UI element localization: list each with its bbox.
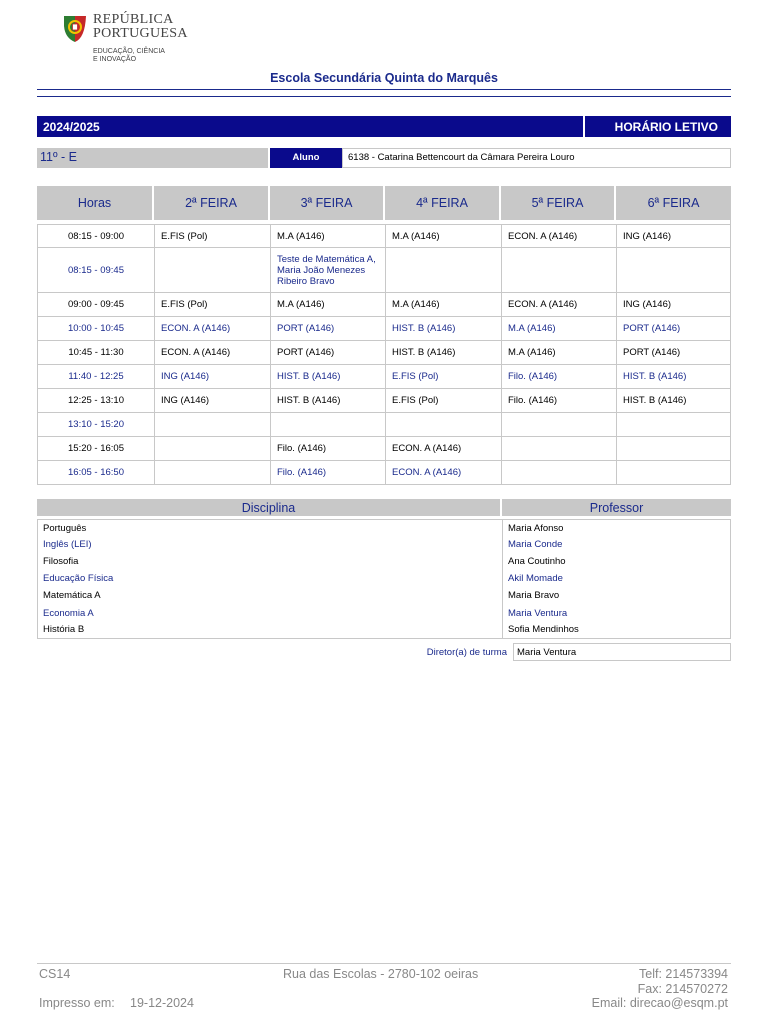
teacher-name: Maria Ventura bbox=[502, 604, 731, 621]
list-item bbox=[37, 553, 731, 570]
lesson-cell bbox=[616, 413, 731, 437]
subject-name: Economia A bbox=[37, 604, 502, 621]
header-thursday: 5ª FEIRA bbox=[501, 186, 616, 220]
lesson-cell: E.FIS (Pol) bbox=[385, 389, 501, 413]
lesson-cell: Filo. (A146) bbox=[501, 365, 616, 389]
lesson-cell bbox=[154, 248, 270, 293]
teacher-name: Sofia Mendinhos bbox=[502, 622, 731, 639]
lesson-cell: HIST. B (A146) bbox=[270, 365, 385, 389]
lesson-cell: M.A (A146) bbox=[270, 224, 385, 248]
lesson-cell: ECON. A (A146) bbox=[501, 293, 616, 317]
logo-ministry-line2: E INOVAÇÃO bbox=[93, 56, 137, 63]
header-subject: Disciplina bbox=[37, 499, 502, 516]
student-value: 6138 - Catarina Bettencourt da Câmara Pereira Louro bbox=[342, 148, 731, 168]
lesson-cell bbox=[616, 248, 731, 293]
student-label: Aluno bbox=[270, 148, 342, 168]
footer-address: Rua das Escolas - 2780-102 oeiras bbox=[283, 967, 479, 981]
lesson-cell bbox=[616, 437, 731, 461]
school-name: Escola Secundária Quinta do Marquês bbox=[270, 71, 498, 85]
lesson-cell: HIST. B (A146) bbox=[616, 389, 731, 413]
class-director-label: Diretor(a) de turma bbox=[426, 647, 507, 658]
logo-text-portuguesa: PORTUGUESA bbox=[93, 26, 188, 41]
table-row bbox=[37, 224, 731, 248]
lesson-cell: HIST. B (A146) bbox=[385, 317, 501, 341]
subject-name: Educação Física bbox=[37, 570, 502, 587]
hour-cell: 10:45 - 11:30 bbox=[37, 341, 154, 365]
teacher-name: Maria Afonso bbox=[502, 519, 731, 536]
footer-phone: Telf: 214573394 bbox=[639, 967, 728, 981]
teacher-name: Akil Momade bbox=[502, 570, 731, 587]
portuguese-republic-emblem-icon bbox=[62, 14, 88, 44]
table-row bbox=[37, 437, 731, 461]
lesson-cell: HIST. B (A146) bbox=[270, 389, 385, 413]
lesson-cell: ECON. A (A146) bbox=[154, 341, 270, 365]
table-row bbox=[37, 389, 731, 413]
table-row bbox=[37, 461, 731, 485]
lesson-cell: E.FIS (Pol) bbox=[154, 224, 270, 248]
lesson-cell: M.A (A146) bbox=[385, 293, 501, 317]
table-row bbox=[37, 365, 731, 389]
lesson-cell: ING (A146) bbox=[616, 293, 731, 317]
lesson-cell bbox=[501, 413, 616, 437]
subject-name: Português bbox=[37, 519, 502, 536]
hour-cell: 16:05 - 16:50 bbox=[37, 461, 154, 485]
hour-cell: 12:25 - 13:10 bbox=[37, 389, 154, 413]
lesson-cell bbox=[154, 461, 270, 485]
republica-portuguesa-logo bbox=[62, 12, 202, 68]
lesson-cell bbox=[385, 413, 501, 437]
lesson-cell bbox=[270, 413, 385, 437]
footer-printed-label: Impresso em: bbox=[39, 996, 115, 1010]
header-wednesday: 4ª FEIRA bbox=[385, 186, 501, 220]
header-divider-top bbox=[37, 89, 731, 90]
teacher-name: Maria Bravo bbox=[502, 587, 731, 604]
lesson-cell: ECON. A (A146) bbox=[154, 317, 270, 341]
class-name: 11º - E bbox=[37, 148, 268, 168]
lesson-cell: ING (A146) bbox=[154, 389, 270, 413]
subject-name: Matemática A bbox=[37, 587, 502, 604]
lesson-cell bbox=[385, 248, 501, 293]
header-divider-bottom bbox=[37, 96, 731, 97]
timetable bbox=[37, 186, 731, 485]
test-cell: Teste de Matemática A, Maria João Menezes Ribeiro Bravo bbox=[270, 248, 385, 293]
lesson-cell: Filo. (A146) bbox=[270, 461, 385, 485]
header-teacher: Professor bbox=[502, 499, 731, 516]
lesson-cell bbox=[154, 413, 270, 437]
lesson-cell: Filo. (A146) bbox=[270, 437, 385, 461]
lesson-cell: ECON. A (A146) bbox=[501, 224, 616, 248]
lesson-cell: ING (A146) bbox=[154, 365, 270, 389]
header-monday: 2ª FEIRA bbox=[154, 186, 270, 220]
subject-name: História B bbox=[37, 622, 502, 639]
subjects-table bbox=[37, 499, 731, 639]
footer-printed-date: 19-12-2024 bbox=[130, 996, 194, 1010]
lesson-cell: ECON. A (A146) bbox=[385, 461, 501, 485]
table-row bbox=[37, 248, 731, 293]
lesson-cell: E.FIS (Pol) bbox=[154, 293, 270, 317]
lesson-cell: M.A (A146) bbox=[385, 224, 501, 248]
lesson-cell: E.FIS (Pol) bbox=[385, 365, 501, 389]
lesson-cell: HIST. B (A146) bbox=[616, 365, 731, 389]
lesson-cell: Filo. (A146) bbox=[501, 389, 616, 413]
table-row bbox=[37, 341, 731, 365]
hour-cell: 15:20 - 16:05 bbox=[37, 437, 154, 461]
hour-cell: 10:00 - 10:45 bbox=[37, 317, 154, 341]
lesson-cell: ING (A146) bbox=[616, 224, 731, 248]
hour-cell: 09:00 - 09:45 bbox=[37, 293, 154, 317]
hour-cell: 11:40 - 12:25 bbox=[37, 365, 154, 389]
lesson-cell: PORT (A146) bbox=[616, 341, 731, 365]
list-item bbox=[37, 519, 731, 536]
header-tuesday: 3ª FEIRA bbox=[270, 186, 385, 220]
lesson-cell: HIST. B (A146) bbox=[385, 341, 501, 365]
lesson-cell bbox=[154, 437, 270, 461]
teacher-name: Maria Conde bbox=[502, 536, 731, 553]
lesson-cell bbox=[501, 461, 616, 485]
subject-name: Inglês (LEI) bbox=[37, 536, 502, 553]
teacher-name: Ana Coutinho bbox=[502, 553, 731, 570]
hour-cell: 08:15 - 09:00 bbox=[37, 224, 154, 248]
school-year: 2024/2025 bbox=[37, 116, 583, 137]
lesson-cell: M.A (A146) bbox=[501, 341, 616, 365]
header-friday: 6ª FEIRA bbox=[616, 186, 731, 220]
lesson-cell bbox=[501, 248, 616, 293]
hour-cell: 08:15 - 09:45 bbox=[37, 248, 154, 293]
logo-text-republica: REPÚBLICA bbox=[93, 12, 174, 27]
footer-fax: Fax: 214570272 bbox=[637, 982, 728, 996]
list-item bbox=[37, 587, 731, 604]
table-row bbox=[37, 293, 731, 317]
logo-ministry-line1: EDUCAÇÃO, CIÊNCIA bbox=[93, 48, 165, 55]
list-item bbox=[37, 536, 731, 553]
class-director-value: Maria Ventura bbox=[513, 643, 731, 661]
list-item bbox=[37, 570, 731, 587]
footer-code: CS14 bbox=[39, 967, 71, 981]
lesson-cell bbox=[501, 437, 616, 461]
table-row bbox=[37, 413, 731, 437]
footer-divider bbox=[37, 963, 731, 964]
lesson-cell: PORT (A146) bbox=[270, 341, 385, 365]
lesson-cell: PORT (A146) bbox=[270, 317, 385, 341]
document-title: HORÁRIO LETIVO bbox=[585, 116, 731, 137]
lesson-cell: M.A (A146) bbox=[270, 293, 385, 317]
table-row bbox=[37, 317, 731, 341]
header-hours: Horas bbox=[37, 186, 154, 220]
list-item bbox=[37, 622, 731, 639]
footer-email: Email: direcao@esqm.pt bbox=[591, 996, 728, 1010]
lesson-cell: PORT (A146) bbox=[616, 317, 731, 341]
lesson-cell: ECON. A (A146) bbox=[385, 437, 501, 461]
lesson-cell bbox=[616, 461, 731, 485]
subject-name: Filosofia bbox=[37, 553, 502, 570]
hour-cell: 13:10 - 15:20 bbox=[37, 413, 154, 437]
lesson-cell: M.A (A146) bbox=[501, 317, 616, 341]
list-item bbox=[37, 604, 731, 621]
